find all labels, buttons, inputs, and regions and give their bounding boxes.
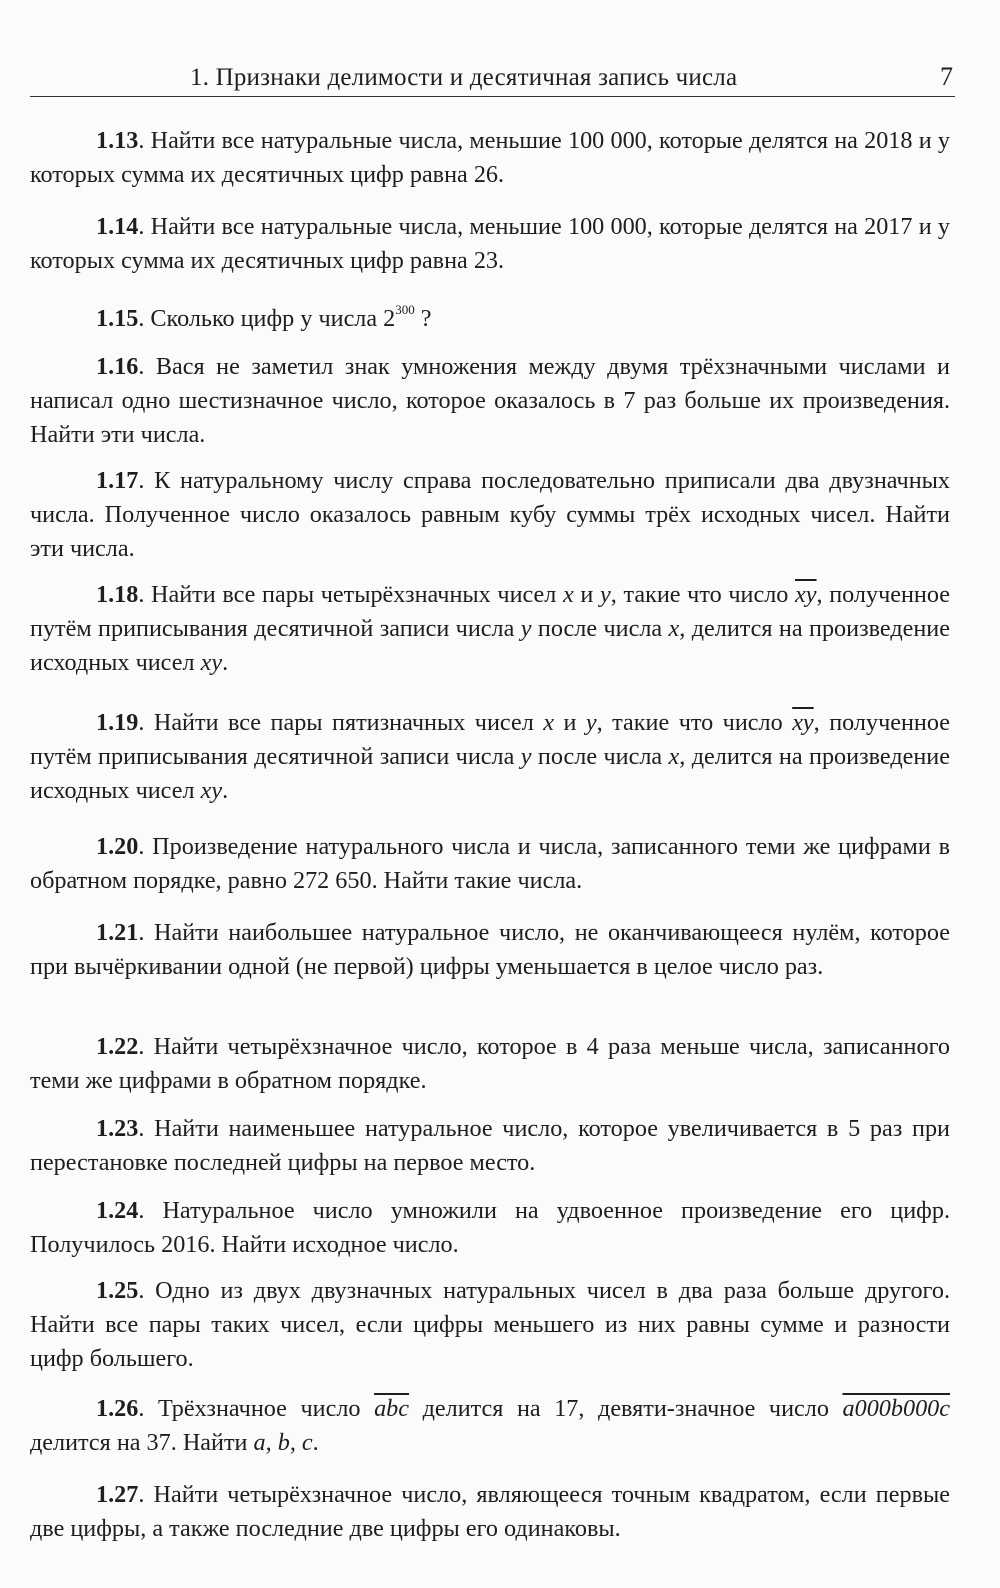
problem-1-16 — [30, 350, 950, 452]
var-y: y — [520, 743, 532, 770]
problem-number: 1.27 — [96, 1481, 139, 1508]
problem-text: после числа — [531, 615, 669, 642]
page-number: 7 — [940, 62, 953, 91]
problem-number: 1.14 — [96, 213, 139, 240]
problem-text: делится на 37. Найти — [30, 1429, 254, 1456]
problem-1-24 — [30, 1194, 950, 1262]
problem-text: . — [222, 649, 229, 676]
problem-text: , делится на произведение исходных чисел — [30, 743, 950, 804]
problem-number: 1.24 — [96, 1197, 139, 1224]
problem-text: . Трёхзначное число — [138, 1395, 375, 1422]
problem-1-25 — [30, 1274, 950, 1376]
problem-number: 1.16 — [96, 353, 139, 380]
chapter-title: 1. Признаки делимости и десятичная запись числа — [190, 64, 738, 91]
problem-text: . Произведение натурального числа и числа, записанного теми же цифрами в обратном порядке, равно 272 650. Найти такие числа. — [30, 833, 950, 894]
problem-text: , полученное путём приписывания десятичной записи числа — [30, 709, 950, 770]
problem-text: . Натуральное число умножили на удвоенное произведение его цифр. Получилось 2016. Найти исходное число. — [30, 1197, 950, 1258]
product-xy: xy — [200, 649, 223, 676]
problem-1-20 — [30, 830, 950, 898]
problem-text: и — [573, 581, 601, 608]
problem-1-22 — [30, 1030, 950, 1098]
var-y: y — [520, 615, 532, 642]
problem-number: 1.17 — [96, 467, 139, 494]
problem-text: . Найти наименьшее натуральное число, которое увеличивается в 5 раз при перестановке последней цифры на первое место. — [30, 1115, 950, 1176]
problem-number: 1.20 — [96, 833, 139, 860]
problem-1-26 — [30, 1392, 950, 1460]
problem-text: . — [222, 777, 229, 804]
problem-text: . Одно из двух двузначных натуральных чисел в два раза больше другого. Найти все пары таких чисел, если цифры меньшего из них равны сумме и разности цифр большего. — [30, 1277, 950, 1372]
problem-text: , полученное путём приписывания десятичной записи числа — [30, 581, 950, 642]
problem-text: и — [554, 709, 586, 736]
problem-number: 1.15 — [96, 305, 139, 332]
problem-number: 1.26 — [96, 1395, 139, 1422]
problem-1-15 — [30, 302, 950, 336]
problem-text: , делится на произведение исходных чисел — [30, 615, 950, 676]
problem-number: 1.18 — [96, 581, 139, 608]
concatenation-xy: $\overline{xy}$ — [795, 581, 817, 608]
problem-1-27 — [30, 1478, 950, 1546]
problem-text: . Найти четырёхзначное число, которое в 4 раза меньше числа, записанного теми же цифрами в обратном порядке. — [30, 1033, 950, 1094]
problem-number: 1.25 — [96, 1277, 139, 1304]
running-header — [30, 62, 955, 97]
var-y: y — [585, 709, 597, 736]
problem-text: . Найти наибольшее натуральное число, не оканчивающееся нулём, которое при вычёркивании одной (не первой) цифры уменьшается в целое число раз. — [30, 919, 950, 980]
problem-text: . Вася не заметил знак умножения между двумя трёхзначными числами и написал одно шестизначное число, которое оказалось в 7 раз больше их произведения. Найти эти числа. — [30, 353, 950, 448]
problem-number: 1.13 — [96, 127, 139, 154]
problem-text: . Найти все натуральные числа, меньшие 100 000, которые делятся на 2017 и у которых сумма их десятичных цифр равна 23. — [30, 213, 950, 274]
variables-abc: a, b, c — [253, 1429, 313, 1456]
problem-1-17 — [30, 464, 950, 566]
var-y: y — [600, 581, 611, 608]
problem-text: . — [312, 1429, 319, 1456]
problem-number: 1.19 — [96, 709, 139, 736]
problem-1-14 — [30, 210, 950, 278]
product-xy: xy — [200, 777, 223, 804]
problem-text: . Найти все пары четырёхзначных чисел — [138, 581, 564, 608]
problem-text: . Сколько цифр у числа 2 — [138, 305, 396, 332]
problem-text: . К натуральному числу справа последовательно приписали два двузначных числа. Полученное число оказалось равным кубу суммы трёх исходных чисел. Найти эти числа. — [30, 467, 950, 562]
problem-number: 1.21 — [96, 919, 139, 946]
problem-text: . Найти все натуральные числа, меньшие 100 000, которые делятся на 2018 и у которых сумма их десятичных цифр равна 26. — [30, 127, 950, 188]
var-x: x — [668, 743, 680, 770]
problem-text-end: ? — [414, 305, 432, 332]
number-abc: $\overline{abc}$ — [374, 1395, 410, 1422]
exponent: 300 — [395, 302, 415, 317]
var-x: x — [563, 581, 574, 608]
problem-1-13 — [30, 124, 950, 192]
var-x: x — [668, 615, 680, 642]
problem-text: . Найти четырёхзначное число, являющееся точным квадратом, если первые две цифры, а также последние две цифры его одинаковы. — [30, 1481, 950, 1542]
problem-1-19 — [30, 706, 950, 808]
problem-text: , такие что число — [596, 709, 793, 736]
problem-text: после числа — [531, 743, 669, 770]
problem-text: . Найти все пары пятизначных чисел — [138, 709, 544, 736]
problem-1-18 — [30, 578, 950, 680]
problem-number: 1.23 — [96, 1115, 139, 1142]
problem-1-23 — [30, 1112, 950, 1180]
var-x: x — [543, 709, 554, 736]
problem-text: , такие что число — [610, 581, 796, 608]
number-a000b000c: a000b000c — [842, 1395, 951, 1422]
problem-number: 1.22 — [96, 1033, 139, 1060]
concatenation-xy: $\overline{xy}$ — [792, 709, 814, 736]
problem-1-21 — [30, 916, 950, 984]
problem-text: делится на 17, девяти-значное число — [409, 1395, 843, 1422]
